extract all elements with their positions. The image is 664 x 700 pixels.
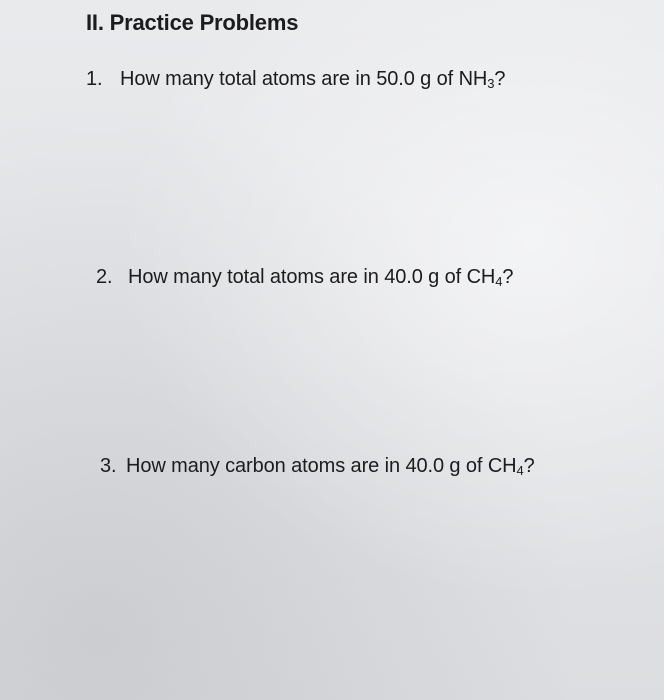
formula-subscript: 4 — [495, 274, 503, 289]
problem-number: 2. — [96, 266, 113, 288]
practice-problem-1 — [86, 68, 505, 91]
section-heading: II. Practice Problems — [86, 10, 299, 35]
question-mark: ? — [502, 266, 514, 288]
problem-text: How many carbon atoms are in 40.0 g of CH — [126, 455, 517, 477]
formula-subscript: 3 — [487, 76, 495, 91]
problem-number: 1. — [86, 68, 103, 90]
practice-problem-3 — [100, 455, 535, 478]
question-mark: ? — [494, 68, 506, 90]
problem-text: How many total atoms are in 40.0 g of CH — [128, 266, 496, 288]
problem-number: 3. — [100, 455, 117, 477]
problem-text: How many total atoms are in 50.0 g of NH — [120, 68, 488, 90]
practice-problem-2 — [96, 266, 513, 289]
formula-subscript: 4 — [516, 463, 524, 478]
question-mark: ? — [523, 455, 535, 477]
